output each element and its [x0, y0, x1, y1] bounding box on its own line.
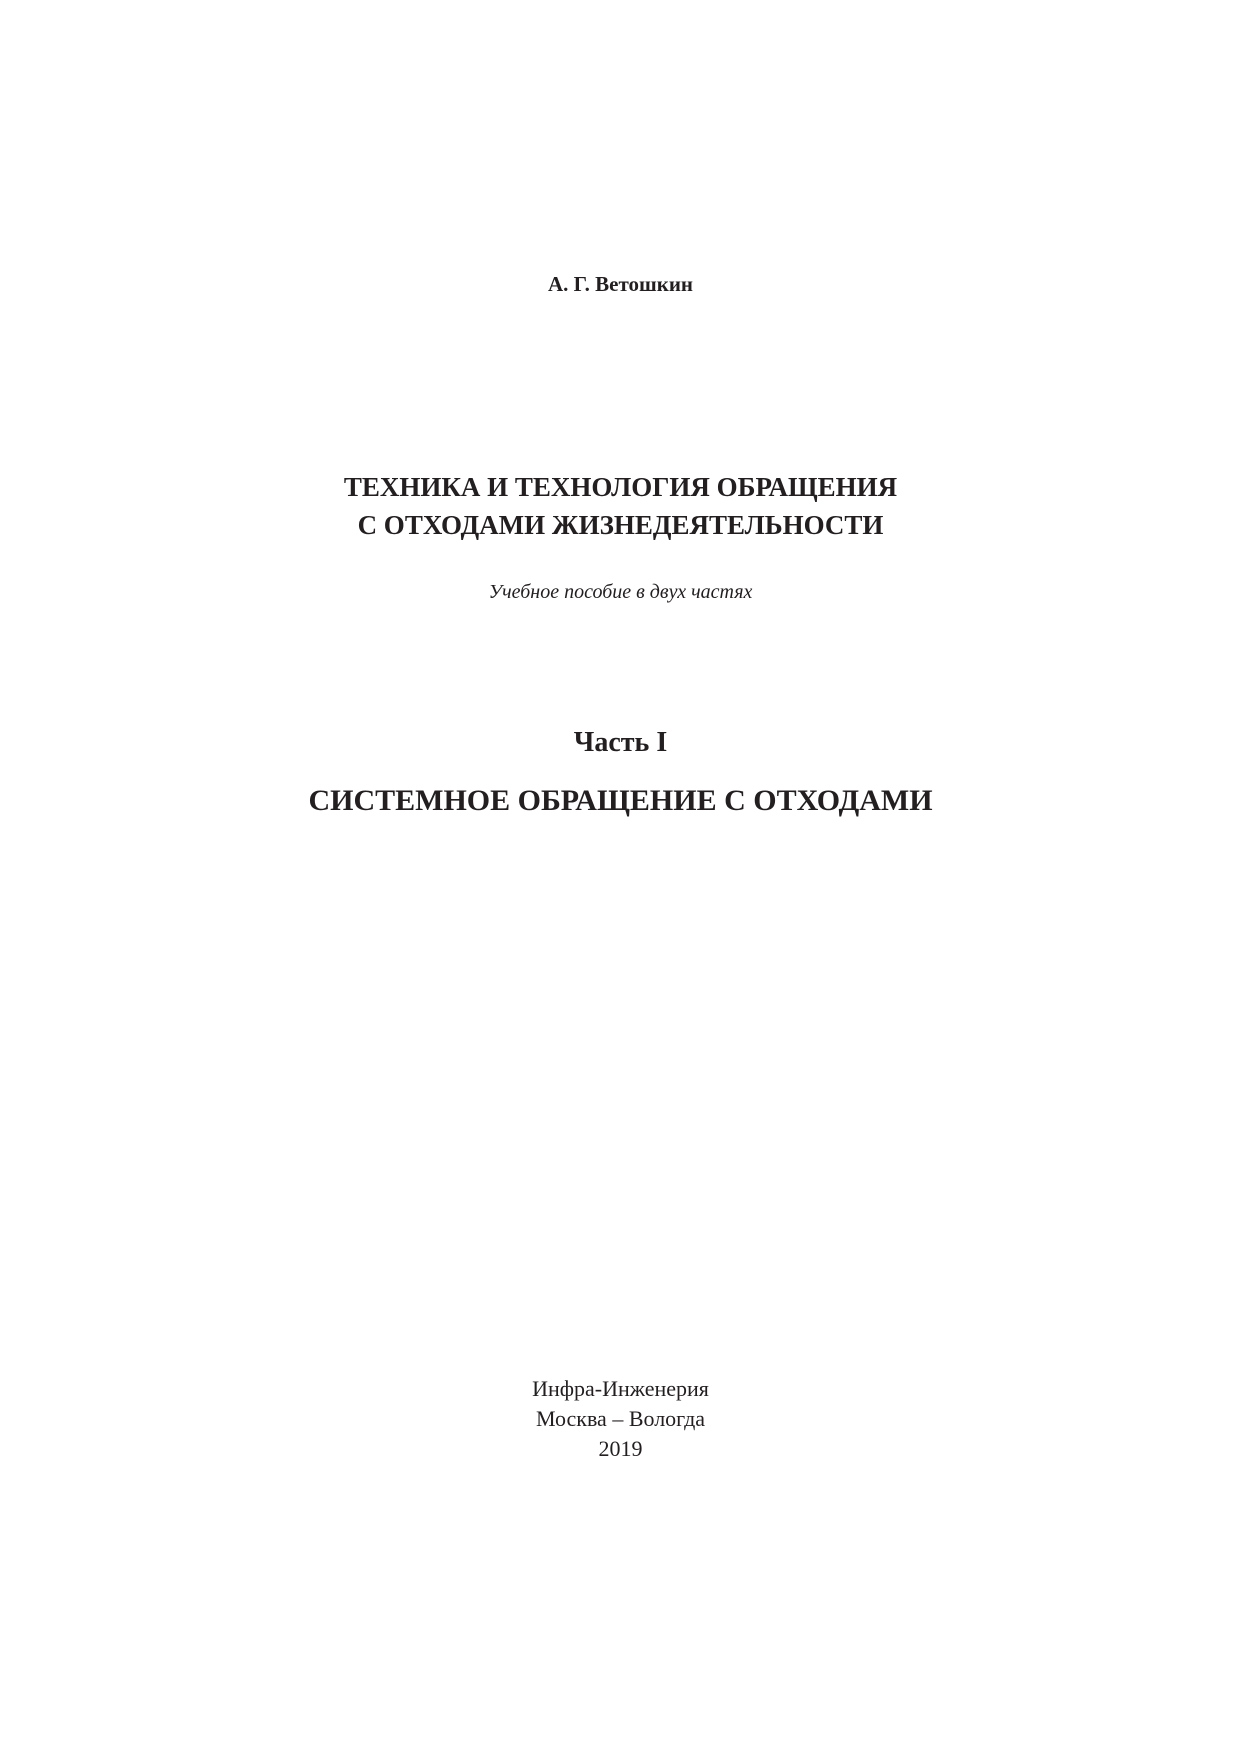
book-title [0, 468, 1241, 544]
publication-city: Москва – Вологда [535, 1406, 706, 1431]
part-label: Часть I [573, 727, 668, 758]
publisher-name: Инфра-Инженерия [532, 1376, 709, 1401]
part-title: СИСТЕМНОЕ ОБРАЩЕНИЕ С ОТХОДАМИ [308, 784, 933, 817]
publication-year: 2019 [598, 1436, 643, 1461]
book-title-line-2: С ОТХОДАМИ ЖИЗНЕДЕЯТЕЛЬНОСТИ [357, 510, 884, 540]
imprint [0, 1374, 1241, 1464]
author-name: А. Г. Ветошкин [547, 272, 694, 296]
book-title-line-1: ТЕХНИКА И ТЕХНОЛОГИЯ ОБРАЩЕНИЯ [343, 472, 898, 502]
book-subtitle: Учебное пособие в двух частях [488, 581, 753, 603]
